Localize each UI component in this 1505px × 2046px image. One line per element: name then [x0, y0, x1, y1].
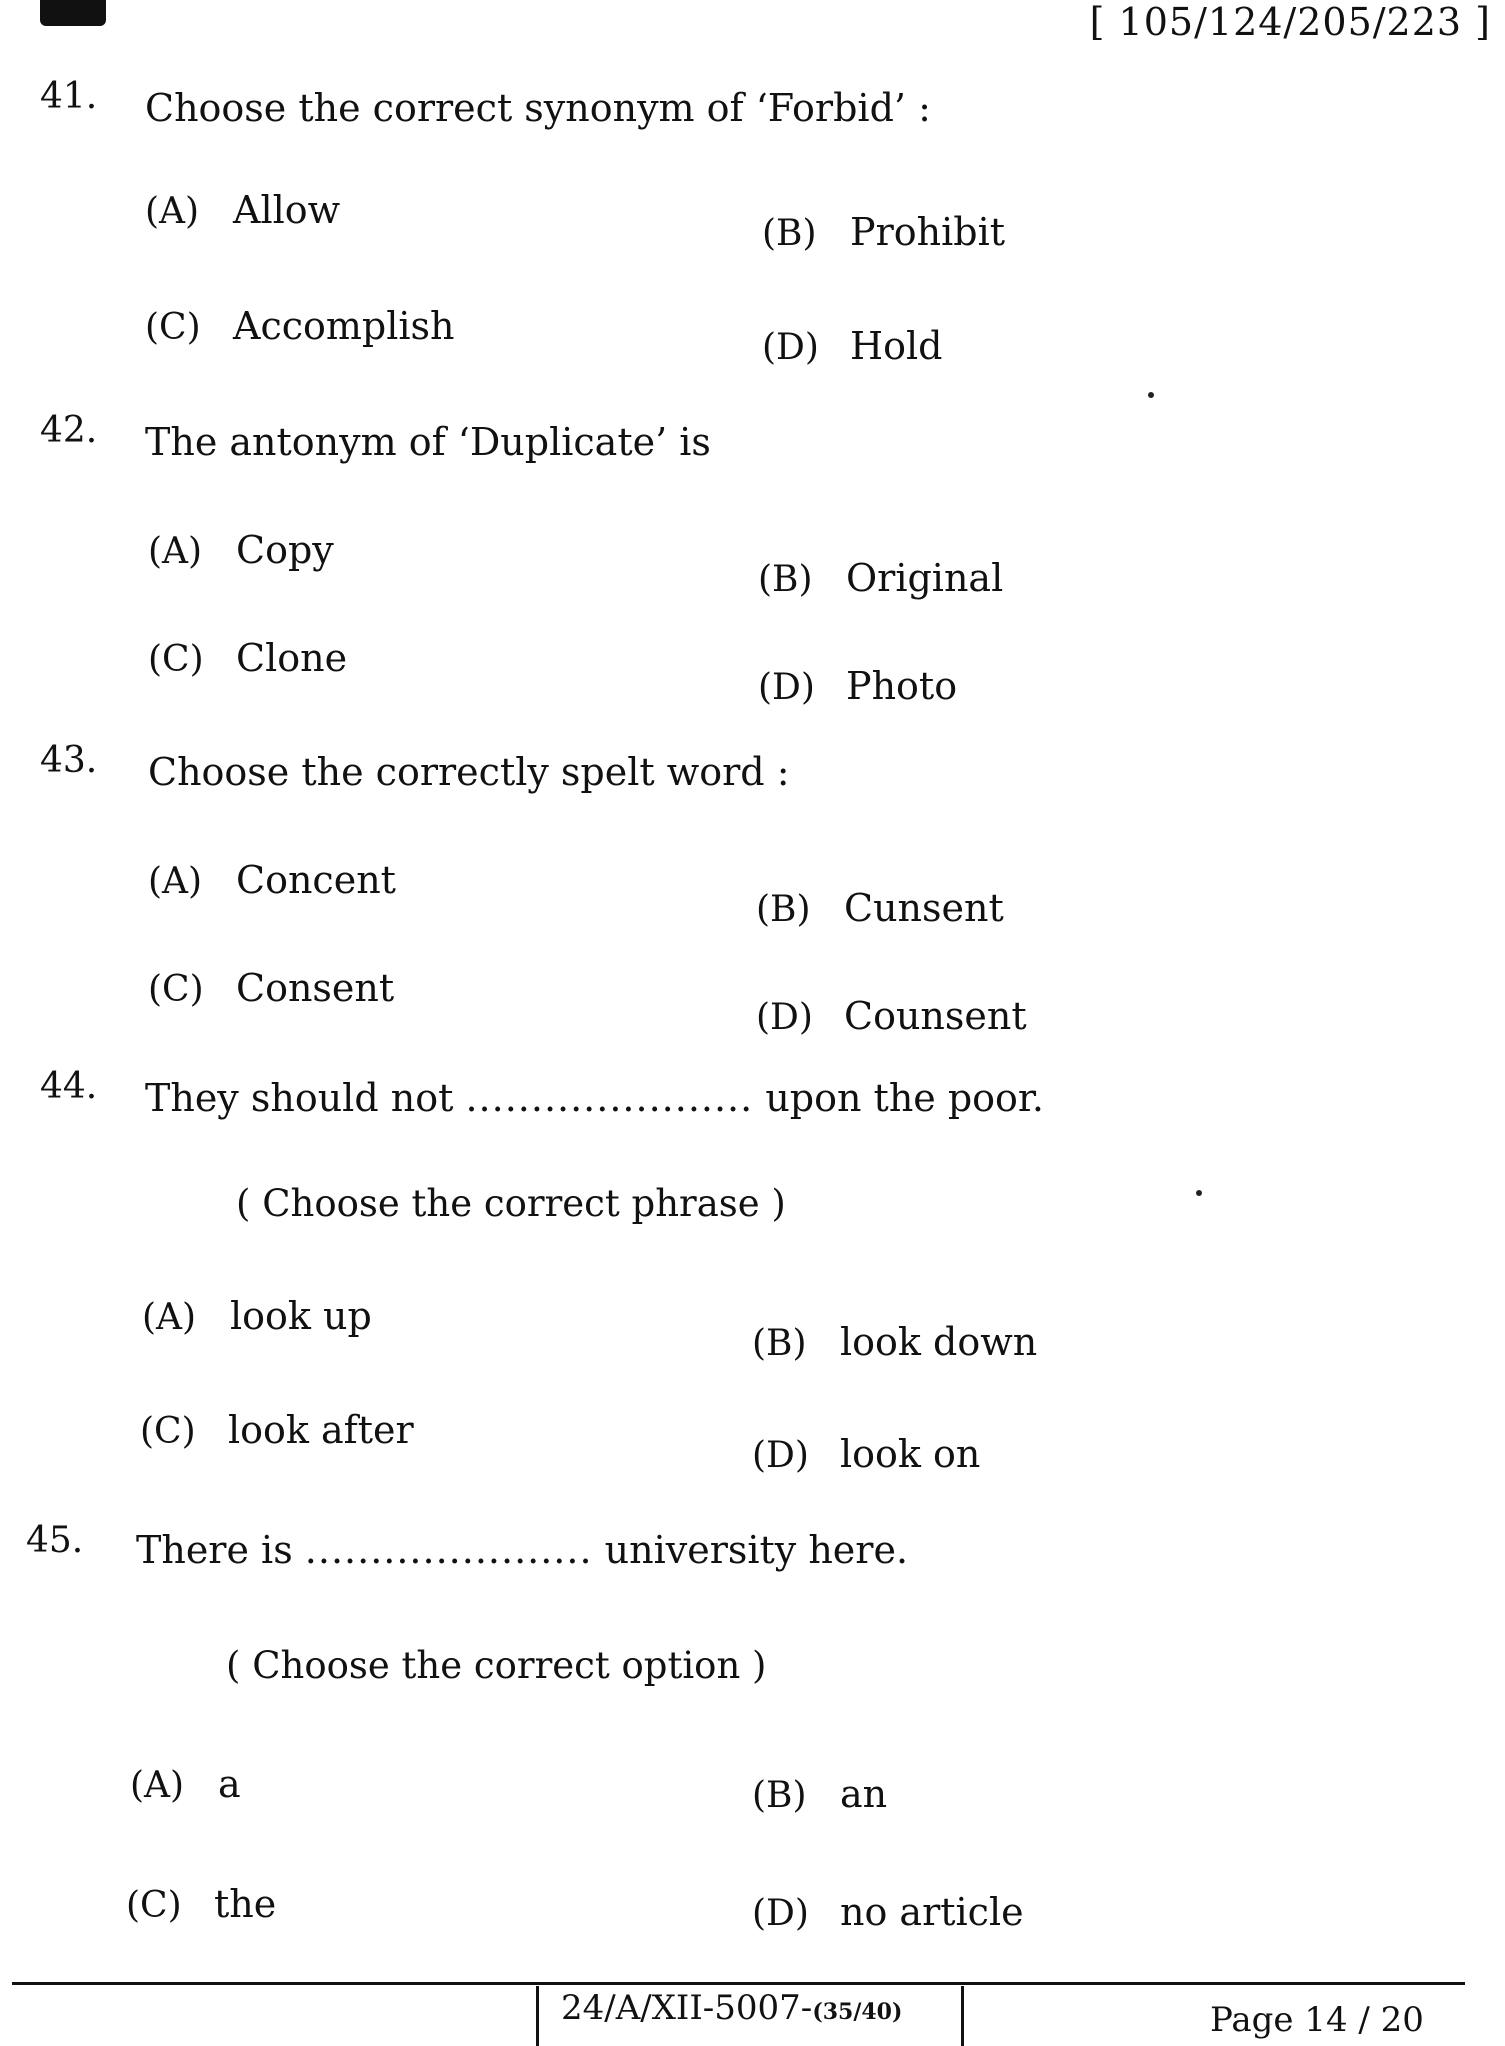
option-b — [762, 210, 1005, 254]
option-label: (D) — [762, 327, 819, 368]
question-number: 45. — [26, 1520, 84, 1561]
question-number: 44. — [40, 1066, 98, 1107]
option-text: Cunsent — [844, 886, 1004, 930]
option-label: (D) — [758, 667, 815, 708]
option-d — [758, 664, 957, 708]
question-text — [145, 1076, 1044, 1120]
scan-speck — [1196, 1190, 1202, 1196]
option-d — [752, 1432, 980, 1476]
corner-mark — [40, 0, 106, 26]
option-text: look up — [230, 1294, 372, 1338]
question-text: The antonym of ‘Duplicate’ is — [145, 420, 711, 464]
option-b — [752, 1320, 1037, 1364]
option-label: (A) — [142, 1297, 197, 1338]
option-c — [126, 1882, 276, 1926]
option-label: (D) — [752, 1893, 809, 1934]
option-text: an — [840, 1772, 888, 1816]
option-text: the — [214, 1882, 277, 1926]
option-c — [140, 1408, 414, 1452]
footer-rule — [12, 1982, 1465, 1985]
question-text: Choose the correctly spelt word : — [148, 750, 790, 794]
option-text: Consent — [236, 966, 395, 1010]
paper-code: [ 105/124/205/223 ] — [1089, 0, 1491, 44]
option-text: Accomplish — [233, 304, 455, 348]
option-text: Counsent — [844, 994, 1027, 1038]
option-text: Clone — [236, 636, 348, 680]
question-number: 41. — [40, 76, 98, 117]
scan-speck — [1148, 392, 1154, 398]
option-label: (D) — [752, 1435, 809, 1476]
option-text: look on — [840, 1432, 981, 1476]
option-label: (B) — [756, 889, 811, 930]
option-text: look after — [228, 1408, 414, 1452]
option-d — [756, 994, 1027, 1038]
option-label: (A) — [148, 861, 203, 902]
option-label: (C) — [126, 1885, 182, 1926]
option-label: (C) — [148, 969, 204, 1010]
option-text: Photo — [846, 664, 958, 708]
option-b — [752, 1772, 887, 1816]
option-a — [142, 1294, 372, 1338]
option-label: (A) — [145, 191, 200, 232]
option-label: (A) — [130, 1765, 185, 1806]
question-instruction: ( Choose the correct option ) — [226, 1644, 767, 1687]
option-c — [148, 966, 394, 1010]
option-label: (D) — [756, 997, 813, 1038]
question-text — [136, 1528, 908, 1572]
question-text-before: There is — [136, 1528, 293, 1572]
option-label: (B) — [758, 559, 813, 600]
option-label: (C) — [140, 1411, 196, 1452]
option-label: (C) — [145, 307, 201, 348]
option-c — [148, 636, 347, 680]
option-text: look down — [840, 1320, 1038, 1364]
option-label: (A) — [148, 531, 203, 572]
option-d — [762, 324, 943, 368]
option-label: (B) — [752, 1775, 807, 1816]
option-label: (B) — [762, 213, 817, 254]
option-a — [145, 188, 340, 232]
option-text: Original — [846, 556, 1004, 600]
question-text-after: upon the poor. — [765, 1076, 1045, 1120]
option-text: Allow — [233, 188, 341, 232]
option-label: (B) — [752, 1323, 807, 1364]
page-number: Page 14 / 20 — [1210, 2000, 1424, 2040]
option-a — [130, 1762, 241, 1806]
option-b — [758, 556, 1003, 600]
footer-code-main: 24/A/XII-5007- — [561, 1988, 813, 2028]
option-a — [148, 528, 334, 572]
fill-in-blank: ...................... — [465, 1076, 754, 1120]
option-c — [145, 304, 455, 348]
question-number: 43. — [40, 740, 98, 781]
option-a — [148, 858, 396, 902]
question-number: 42. — [40, 410, 98, 451]
option-text: a — [218, 1762, 241, 1806]
question-instruction: ( Choose the correct phrase ) — [236, 1182, 786, 1225]
option-text: Prohibit — [850, 210, 1005, 254]
question-text: Choose the correct synonym of ‘Forbid’ : — [145, 86, 931, 130]
question-text-before: They should not — [145, 1076, 454, 1120]
option-b — [756, 886, 1004, 930]
question-text-after: university here. — [604, 1528, 909, 1572]
option-text: no article — [840, 1890, 1024, 1934]
option-d — [752, 1890, 1024, 1934]
footer-code-small: (35/40) — [812, 1999, 903, 2025]
option-text: Concent — [236, 858, 396, 902]
option-label: (C) — [148, 639, 204, 680]
option-text: Hold — [850, 324, 943, 368]
footer-code — [536, 1986, 964, 2046]
fill-in-blank: ...................... — [304, 1528, 593, 1572]
option-text: Copy — [236, 528, 334, 572]
